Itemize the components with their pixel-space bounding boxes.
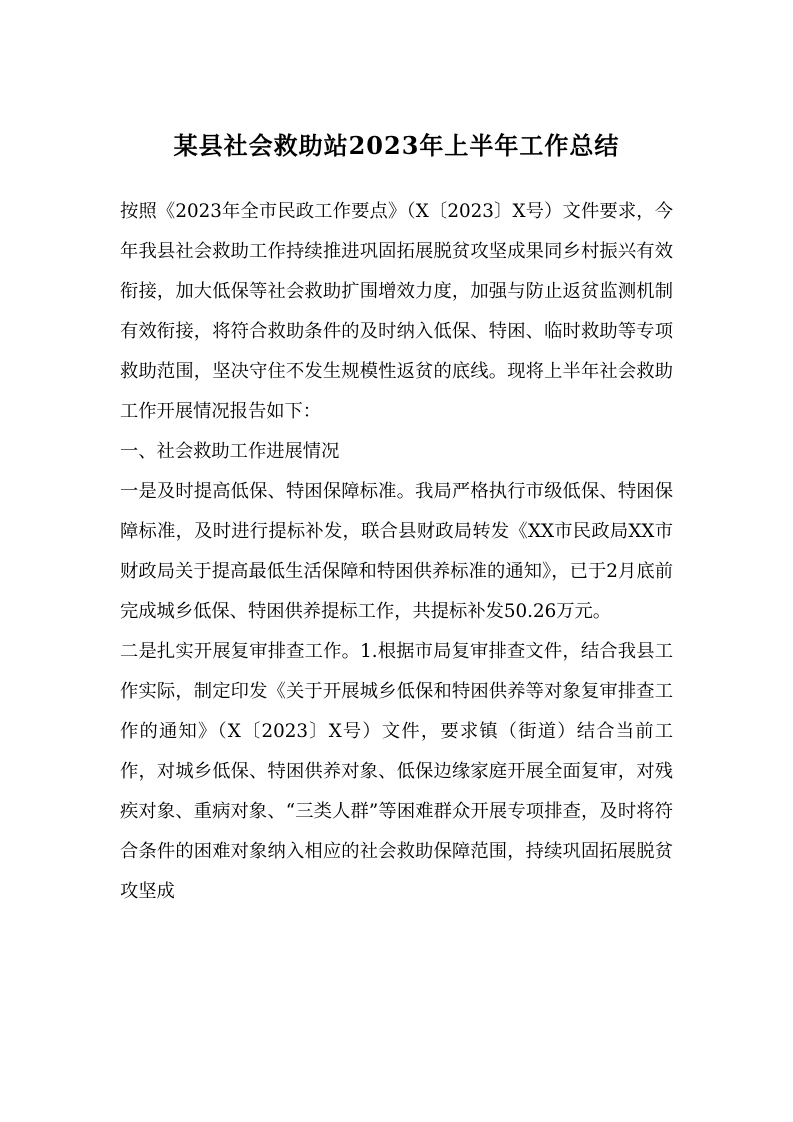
paragraph-review: 二是扎实开展复审排查工作。1.根据市局复审排查文件，结合我县工作实际，制定印发《关于开展城乡低保和特困供养等对象复审排查工作的通知》（X〔2023〕X号）文件，要求镇（街道）结合当前工作，对城乡低保、特困供养对象、低保边缘家庭开展全面复审，对残疾对象、重病对象、“三类人群”等困难群众开展专项排查，及时将符合条件的困难对象纳入相应的社会救助保障范围，持续巩固拓展脱贫攻坚成 bbox=[120, 641, 673, 902]
document-title: 某县社会救助站2023年上半年工作总结 bbox=[173, 131, 620, 160]
paragraph-intro: 按照《2023年全市民政工作要点》（X〔2023〕X号）文件要求，今年我县社会救助工作持续推进巩固拓展脱贫攻坚成果同乡村振兴有效衔接，加大低保等社会救助扩围增效力度，加强与防止返贫监测机制有效衔接，将符合救助条件的及时纳入低保、特困、临时救助等专项救助范围，坚决守住不发生规模性返贫的底线。现将上半年社会救助工作开展情况报告如下： bbox=[120, 201, 673, 422]
document-body bbox=[120, 192, 673, 912]
paragraph-standards: 一是及时提高低保、特困保障标准。我局严格执行市级低保、特困保障标准，及时进行提标补发，联合县财政局转发《XX市民政局XX市财政局关于提高最低生活保障和特困供养标准的通知》，已于2月底前完成城乡低保、特困供养提标工作，共提标补发50.26万元。 bbox=[120, 481, 673, 622]
section-heading: 一、社会救助工作进展情况 bbox=[120, 441, 340, 462]
